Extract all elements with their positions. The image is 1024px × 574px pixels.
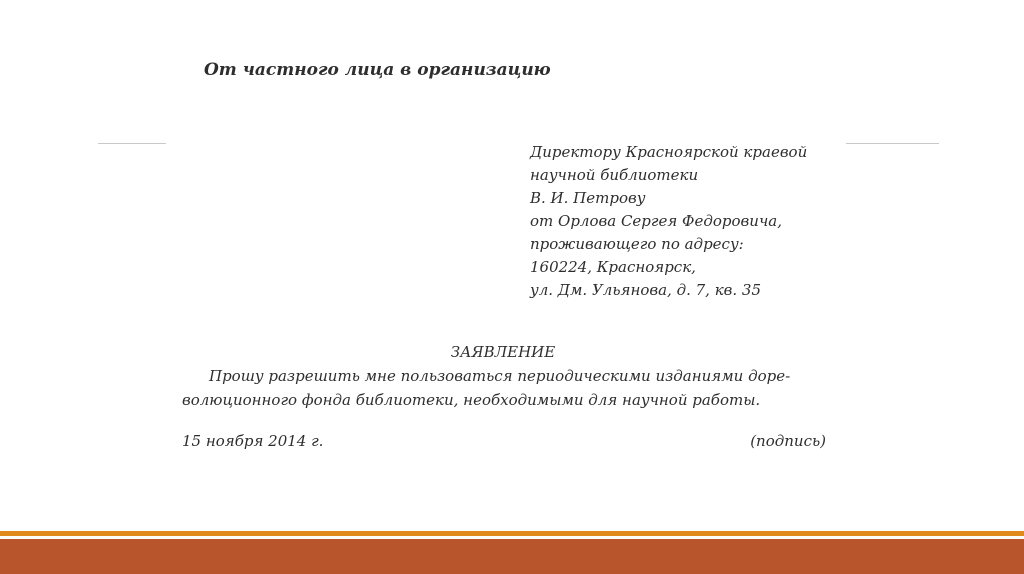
address-line: В. И. Петрову: [530, 189, 646, 207]
body-line: волюционного фонда библиотеки, необходимыми для научной работы.: [182, 391, 761, 409]
footer-band: [0, 539, 1024, 574]
address-line: 160224, Красноярск,: [530, 258, 696, 276]
signature-placeholder: (подпись): [750, 432, 826, 450]
address-line: ул. Дм. Ульянова, д. 7, кв. 35: [530, 281, 761, 299]
left-divider: [98, 143, 166, 144]
address-line: Директору Красноярской краевой: [530, 143, 808, 161]
date-signature-line: [182, 432, 826, 450]
addressee-block: [530, 141, 807, 302]
address-line: от Орлова Сергея Федоровича,: [530, 212, 782, 230]
footer-accent-stripe: [0, 531, 1024, 536]
body-line: Прошу разрешить мне пользоваться периодическими изданиями доре-: [209, 367, 791, 385]
statement-heading: ЗАЯВЛЕНИЕ: [450, 343, 556, 361]
document-title: От частного лица в организацию: [204, 60, 551, 80]
address-line: проживающего по адресу:: [530, 235, 744, 253]
date: 15 ноября 2014 г.: [182, 432, 324, 450]
right-divider: [846, 143, 939, 144]
address-line: научной библиотеки: [530, 166, 699, 184]
